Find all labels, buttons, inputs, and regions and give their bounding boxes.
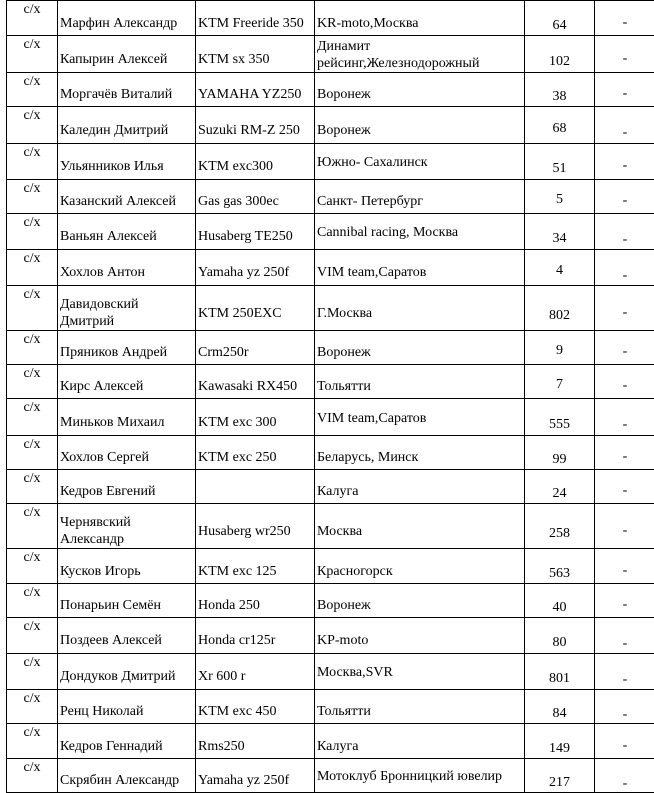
motorcycle-cell — [196, 73, 315, 107]
rider-name-text: Кирс Алексей — [60, 368, 193, 395]
team-city-cell — [315, 759, 525, 793]
extra-text: - — [597, 440, 653, 465]
motorcycle-text: Yamaha yz 250f — [198, 762, 312, 789]
rider-name-text: Ваньян Алексей — [60, 218, 193, 245]
table-row — [7, 286, 654, 331]
rider-name-text: Поздеев Алексей — [60, 622, 193, 649]
category-cell — [7, 286, 58, 331]
start-number-cell — [525, 331, 595, 365]
team-city-text: Калуга — [317, 473, 522, 500]
extra-text: - — [597, 369, 653, 394]
results-table-body — [7, 1, 654, 793]
start-number-text: 34 — [527, 216, 592, 247]
motorcycle-text: Kawasaki RX450 — [198, 368, 312, 395]
start-number-cell — [525, 504, 595, 549]
team-city-text: Тольятти — [317, 368, 522, 395]
category-text: с/х — [7, 437, 57, 453]
rider-name-cell — [58, 436, 196, 470]
start-number-text: 40 — [527, 585, 592, 616]
extra-cell — [595, 1, 654, 36]
start-number-cell — [525, 365, 595, 399]
extra-text: - — [597, 216, 653, 248]
team-city-text: Москва,SVR — [317, 662, 522, 681]
motorcycle-text: Rms250 — [198, 728, 312, 755]
rider-name-cell — [58, 73, 196, 107]
start-number-text: 4 — [527, 256, 592, 279]
category-cell — [7, 724, 58, 759]
rider-name-text: Ульянников Илья — [60, 148, 193, 175]
extra-text: - — [597, 554, 653, 579]
start-number-cell — [525, 180, 595, 214]
table-row — [7, 690, 654, 724]
rider-name-cell — [58, 250, 196, 286]
table-row — [7, 724, 654, 759]
rider-name-cell — [58, 618, 196, 654]
table-row — [7, 107, 654, 144]
extra-cell — [595, 365, 654, 399]
rider-name-cell — [58, 549, 196, 584]
rider-name-text: Кедров Геннадий — [60, 728, 193, 755]
start-number-cell — [525, 724, 595, 759]
start-number-cell — [525, 36, 595, 73]
extra-text: - — [597, 296, 653, 321]
start-number-cell — [525, 436, 595, 470]
motorcycle-text: Suzuki RM-Z 250 — [198, 112, 312, 139]
extra-text: - — [597, 6, 653, 31]
category-cell — [7, 331, 58, 365]
rider-name-text: Капырин Алексей — [60, 41, 193, 68]
category-cell — [7, 654, 58, 690]
rider-name-cell — [58, 470, 196, 504]
extra-cell — [595, 584, 654, 618]
table-row — [7, 180, 654, 214]
extra-text: - — [597, 335, 653, 360]
motorcycle-text: Gas gas 300ec — [198, 183, 312, 210]
extra-cell — [595, 470, 654, 504]
category-text: с/х — [7, 585, 57, 601]
team-city-cell — [315, 584, 525, 618]
category-text: с/х — [7, 287, 57, 303]
extra-text: - — [597, 474, 653, 499]
results-table — [6, 0, 654, 793]
rider-name-cell — [58, 1, 196, 36]
rider-name-cell — [58, 180, 196, 214]
extra-cell — [595, 180, 654, 214]
table-row — [7, 654, 654, 690]
start-number-cell — [525, 286, 595, 331]
extra-cell — [595, 214, 654, 250]
category-text: с/х — [7, 655, 57, 671]
team-city-cell — [315, 180, 525, 214]
extra-text: - — [597, 184, 653, 209]
team-city-text: Воронеж — [317, 587, 522, 614]
extra-cell — [595, 504, 654, 549]
category-cell — [7, 107, 58, 144]
table-row — [7, 504, 654, 549]
table-row — [7, 214, 654, 250]
team-city-cell — [315, 470, 525, 504]
team-city-text: Воронеж — [317, 76, 522, 103]
category-cell — [7, 549, 58, 584]
motorcycle-cell — [196, 618, 315, 654]
rider-name-text: Казанский Алексей — [60, 183, 193, 210]
rider-name-text: Ренц Николай — [60, 693, 193, 720]
start-number-text: 64 — [527, 3, 592, 34]
motorcycle-text: KTM 250EXC — [198, 295, 312, 322]
table-row — [7, 1, 654, 36]
start-number-cell — [525, 470, 595, 504]
team-city-text: Санкт- Петербург — [317, 183, 522, 210]
start-number-cell — [525, 73, 595, 107]
start-number-cell — [525, 584, 595, 618]
category-cell — [7, 214, 58, 250]
table-row — [7, 365, 654, 399]
start-number-text: 5 — [527, 185, 592, 208]
category-cell — [7, 73, 58, 107]
rider-name-text: Каледин Дмитрий — [60, 112, 193, 139]
category-text: с/х — [7, 108, 57, 124]
rider-name-text: Кедров Евгений — [60, 473, 193, 500]
extra-cell — [595, 286, 654, 331]
motorcycle-text: Husaberg wr250 — [198, 513, 312, 540]
motorcycle-cell — [196, 365, 315, 399]
start-number-cell — [525, 1, 595, 36]
rider-name-cell — [58, 36, 196, 73]
rider-name-cell — [58, 331, 196, 365]
start-number-text: 801 — [527, 656, 592, 687]
extra-text: - — [597, 760, 653, 792]
rider-name-cell — [58, 584, 196, 618]
team-city-cell — [315, 144, 525, 180]
extra-text: - — [597, 109, 653, 141]
extra-text: - — [597, 588, 653, 613]
rider-name-text: Хохлов Антон — [60, 254, 193, 281]
start-number-cell — [525, 549, 595, 584]
motorcycle-cell — [196, 724, 315, 759]
rider-name-text: Пряников Андрей — [60, 334, 193, 361]
motorcycle-cell — [196, 584, 315, 618]
motorcycle-cell — [196, 436, 315, 470]
team-city-text: Южно- Сахалинск — [317, 152, 522, 171]
extra-cell — [595, 73, 654, 107]
extra-cell — [595, 690, 654, 724]
rider-name-text: Кусков Игорь — [60, 553, 193, 580]
team-city-text: KR-moto,Москва — [317, 5, 522, 32]
rider-name-cell — [58, 286, 196, 331]
table-row — [7, 144, 654, 180]
motorcycle-text: KTM sx 350 — [198, 41, 312, 68]
rider-name-text: Дондуков Дмитрий — [60, 658, 193, 685]
motorcycle-text — [198, 482, 312, 492]
team-city-text: Г.Москва — [317, 295, 522, 322]
motorcycle-cell — [196, 399, 315, 436]
extra-cell — [595, 549, 654, 584]
category-text: с/х — [7, 505, 57, 521]
category-text: с/х — [7, 37, 57, 53]
team-city-text: VIM team,Саратов — [317, 254, 522, 281]
category-text: с/х — [7, 725, 57, 741]
rider-name-cell — [58, 690, 196, 724]
table-row — [7, 399, 654, 436]
start-number-cell — [525, 250, 595, 286]
team-city-cell — [315, 1, 525, 36]
start-number-text: 555 — [527, 402, 592, 433]
category-text: с/х — [7, 366, 57, 382]
motorcycle-cell — [196, 470, 315, 504]
motorcycle-cell — [196, 331, 315, 365]
motorcycle-cell — [196, 180, 315, 214]
category-cell — [7, 436, 58, 470]
motorcycle-text: KTM exc300 — [198, 148, 312, 175]
rider-name-text: Понарьин Семён — [60, 587, 193, 614]
category-text: с/х — [7, 471, 57, 487]
category-text: с/х — [7, 251, 57, 267]
category-text: с/х — [7, 74, 57, 90]
start-number-text: 149 — [527, 726, 592, 757]
motorcycle-cell — [196, 214, 315, 250]
category-cell — [7, 399, 58, 436]
category-cell — [7, 144, 58, 180]
category-cell — [7, 504, 58, 549]
motorcycle-text: KTM exc 300 — [198, 404, 312, 431]
extra-text: - — [597, 514, 653, 539]
category-cell — [7, 365, 58, 399]
rider-name-cell — [58, 654, 196, 690]
rider-name-text: Чернявский Александр — [60, 504, 193, 548]
start-number-text: 217 — [527, 760, 592, 791]
rider-name-cell — [58, 107, 196, 144]
table-row — [7, 549, 654, 584]
category-cell — [7, 584, 58, 618]
team-city-cell — [315, 365, 525, 399]
team-city-text: Тольятти — [317, 693, 522, 720]
category-text: с/х — [7, 550, 57, 566]
extra-cell — [595, 331, 654, 365]
team-city-cell — [315, 73, 525, 107]
extra-cell — [595, 724, 654, 759]
extra-text: - — [597, 42, 653, 67]
category-cell — [7, 250, 58, 286]
start-number-text: 7 — [527, 370, 592, 393]
team-city-cell — [315, 724, 525, 759]
motorcycle-cell — [196, 504, 315, 549]
extra-text: - — [597, 149, 653, 174]
category-text: с/х — [7, 145, 57, 161]
team-city-text: Воронеж — [317, 334, 522, 361]
team-city-cell — [315, 286, 525, 331]
category-text: с/х — [7, 619, 57, 635]
motorcycle-cell — [196, 250, 315, 286]
team-city-text: Красногорск — [317, 553, 522, 580]
team-city-text: VIM team,Саратов — [317, 408, 522, 427]
team-city-text: KP-moto — [317, 622, 522, 649]
table-row — [7, 470, 654, 504]
team-city-cell — [315, 214, 525, 250]
category-text: с/х — [7, 332, 57, 348]
rider-name-cell — [58, 214, 196, 250]
start-number-cell — [525, 690, 595, 724]
results-table-container — [6, 0, 646, 793]
motorcycle-cell — [196, 1, 315, 36]
motorcycle-text: Xr 600 r — [198, 658, 312, 685]
start-number-cell — [525, 144, 595, 180]
category-cell — [7, 759, 58, 793]
team-city-cell — [315, 399, 525, 436]
start-number-text: 84 — [527, 691, 592, 722]
team-city-cell — [315, 36, 525, 73]
start-number-text: 24 — [527, 471, 592, 502]
rider-name-cell — [58, 724, 196, 759]
start-number-text: 80 — [527, 620, 592, 651]
table-row — [7, 759, 654, 793]
team-city-cell — [315, 549, 525, 584]
team-city-text: Мотоклуб Бронницкий ювелир — [317, 766, 522, 785]
team-city-cell — [315, 331, 525, 365]
motorcycle-cell — [196, 36, 315, 73]
rider-name-cell — [58, 759, 196, 793]
team-city-text: Калуга — [317, 728, 522, 755]
category-text: с/х — [7, 2, 57, 18]
category-text: с/х — [7, 181, 57, 197]
extra-text: - — [597, 620, 653, 652]
category-text: с/х — [7, 400, 57, 416]
rider-name-text: Марфин Александр — [60, 5, 193, 32]
start-number-cell — [525, 759, 595, 793]
extra-text: - — [597, 729, 653, 754]
extra-cell — [595, 436, 654, 470]
extra-text: - — [597, 656, 653, 688]
extra-cell — [595, 759, 654, 793]
team-city-cell — [315, 618, 525, 654]
team-city-cell — [315, 107, 525, 144]
team-city-text: Cannibal racing, Москва — [317, 222, 522, 241]
extra-cell — [595, 399, 654, 436]
rider-name-text: Давидовский Дмитрий — [60, 286, 193, 330]
motorcycle-cell — [196, 286, 315, 331]
start-number-cell — [525, 654, 595, 690]
category-cell — [7, 470, 58, 504]
category-text: с/х — [7, 215, 57, 231]
team-city-text: Москва — [317, 513, 522, 540]
extra-cell — [595, 144, 654, 180]
motorcycle-cell — [196, 107, 315, 144]
start-number-text: 38 — [527, 74, 592, 105]
table-row — [7, 250, 654, 286]
extra-text: - — [597, 252, 653, 284]
start-number-text: 51 — [527, 146, 592, 177]
motorcycle-text: KTM exc 125 — [198, 553, 312, 580]
start-number-cell — [525, 214, 595, 250]
table-row — [7, 436, 654, 470]
motorcycle-cell — [196, 549, 315, 584]
start-number-cell — [525, 618, 595, 654]
motorcycle-text: KTM exc 450 — [198, 693, 312, 720]
start-number-text: 102 — [527, 39, 592, 70]
rider-name-text: Моргачёв Виталий — [60, 76, 193, 103]
start-number-text: 258 — [527, 511, 592, 542]
rider-name-cell — [58, 144, 196, 180]
motorcycle-text: Honda cr125r — [198, 622, 312, 649]
motorcycle-cell — [196, 759, 315, 793]
start-number-cell — [525, 107, 595, 144]
extra-cell — [595, 107, 654, 144]
rider-name-text: Миньков Михаил — [60, 404, 193, 431]
rider-name-cell — [58, 365, 196, 399]
table-row — [7, 618, 654, 654]
team-city-cell — [315, 250, 525, 286]
team-city-cell — [315, 690, 525, 724]
extra-cell — [595, 36, 654, 73]
table-row — [7, 73, 654, 107]
rider-name-text: Хохлов Сергей — [60, 439, 193, 466]
extra-text: - — [597, 401, 653, 433]
extra-text: - — [597, 691, 653, 723]
rider-name-cell — [58, 504, 196, 549]
rider-name-text: Скрябин Александр — [60, 762, 193, 789]
motorcycle-text: YAMAHA YZ250 — [198, 76, 312, 103]
motorcycle-text: Husaberg TE250 — [198, 218, 312, 245]
extra-cell — [595, 250, 654, 286]
start-number-text: 563 — [527, 551, 592, 582]
extra-text: - — [597, 77, 653, 102]
team-city-text: Воронеж — [317, 112, 522, 139]
motorcycle-cell — [196, 690, 315, 724]
team-city-cell — [315, 654, 525, 690]
extra-cell — [595, 654, 654, 690]
team-city-cell — [315, 504, 525, 549]
extra-cell — [595, 618, 654, 654]
table-row — [7, 584, 654, 618]
category-cell — [7, 36, 58, 73]
team-city-text: Беларусь, Минск — [317, 439, 522, 466]
category-cell — [7, 180, 58, 214]
start-number-text: 68 — [527, 114, 592, 137]
motorcycle-text: KTM exc 250 — [198, 439, 312, 466]
category-cell — [7, 1, 58, 36]
motorcycle-text: Yamaha yz 250f — [198, 254, 312, 281]
team-city-text: Динамит рейсинг,Железнодорожный — [317, 36, 522, 72]
start-number-cell — [525, 399, 595, 436]
table-row — [7, 36, 654, 73]
start-number-text: 99 — [527, 437, 592, 468]
rider-name-cell — [58, 399, 196, 436]
category-cell — [7, 690, 58, 724]
team-city-cell — [315, 436, 525, 470]
motorcycle-text: Crm250r — [198, 334, 312, 361]
start-number-text: 802 — [527, 293, 592, 324]
motorcycle-text: KTM Freeride 350 — [198, 5, 312, 32]
motorcycle-text: Honda 250 — [198, 587, 312, 614]
category-text: с/х — [7, 691, 57, 707]
start-number-text: 9 — [527, 336, 592, 359]
motorcycle-cell — [196, 144, 315, 180]
category-text: с/х — [7, 760, 57, 776]
category-cell — [7, 618, 58, 654]
motorcycle-cell — [196, 654, 315, 690]
table-row — [7, 331, 654, 365]
